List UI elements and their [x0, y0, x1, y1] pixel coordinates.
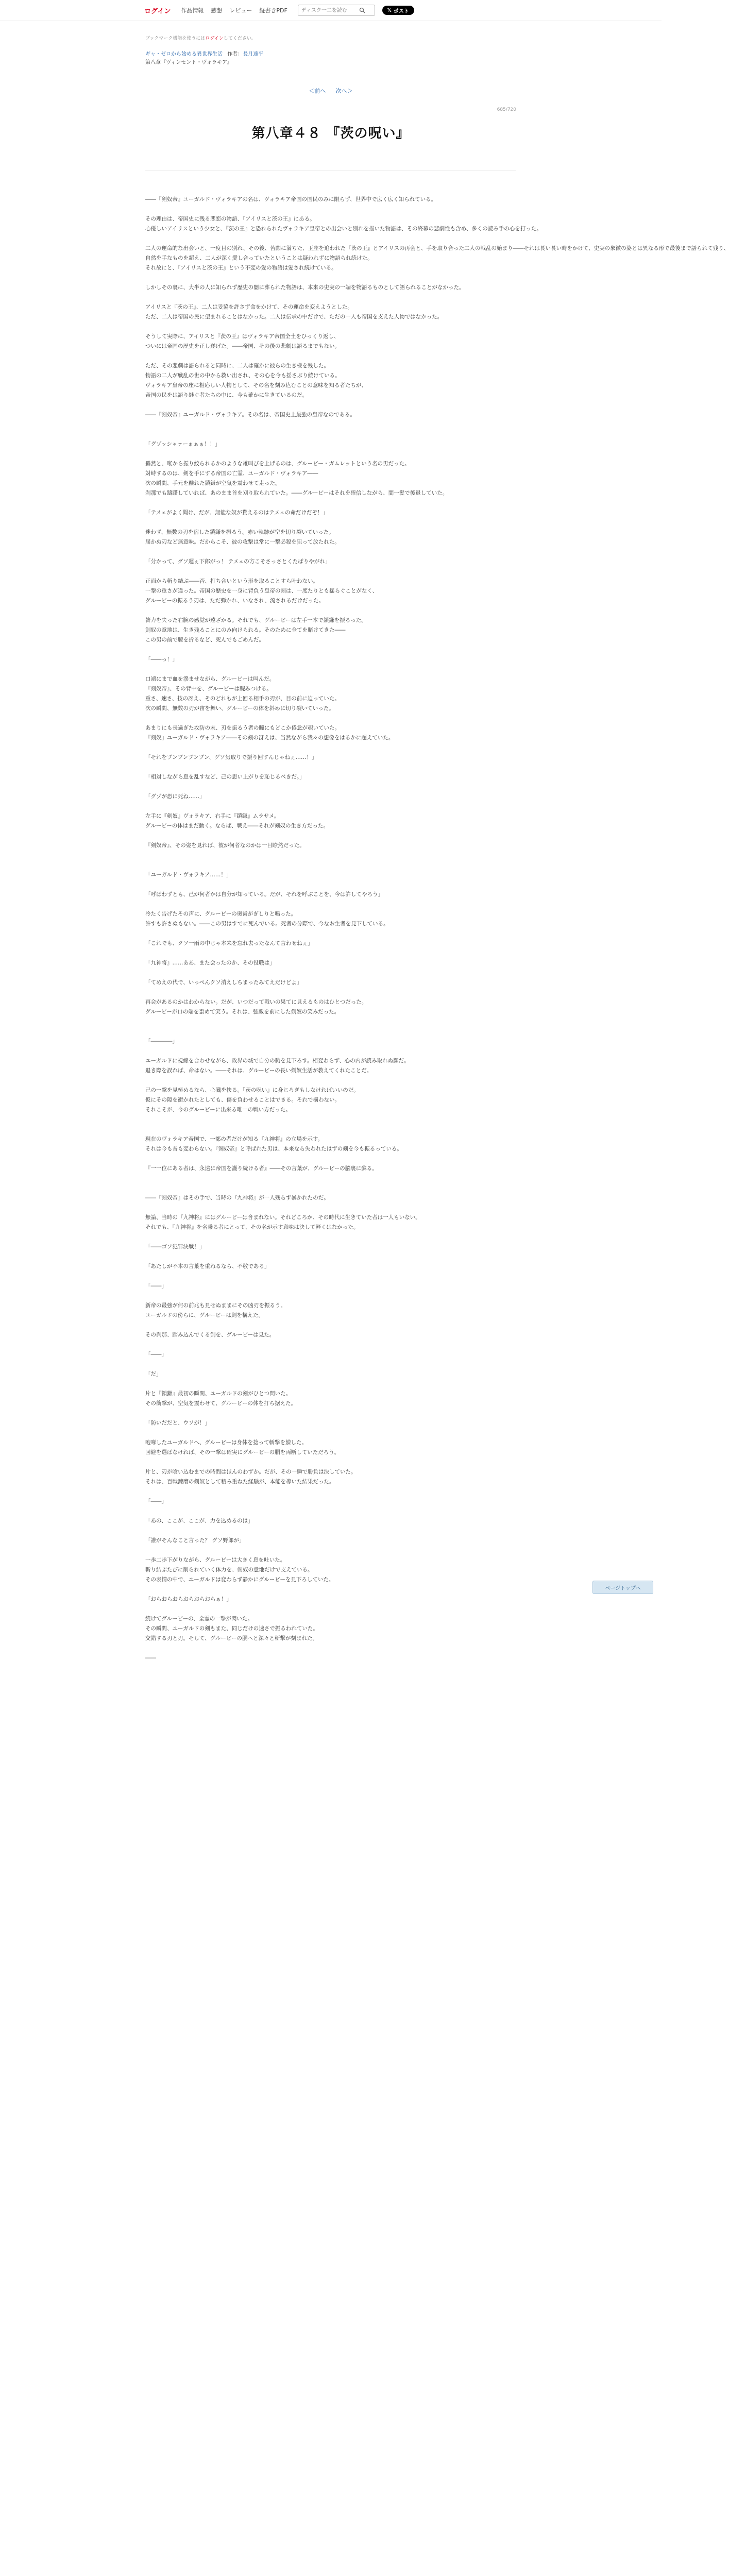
- blank-line: [145, 762, 516, 772]
- blank-line: [145, 1174, 516, 1183]
- blank-line: [145, 1604, 516, 1614]
- body-line: 「――――」: [145, 1038, 178, 1044]
- body-line: ――『剣奴帝』ユーガルド・ヴォラキアの名は、ヴォラキア帝国の国民のみに限らず、世界中で広く広く知られている。: [145, 196, 437, 202]
- body-line: 口端にまで血を滲ませながら、グルービーは叫んだ。: [145, 676, 275, 682]
- blank-line: [145, 1272, 516, 1281]
- body-line: 「グゾッシャァーぁぁぁ！！」: [145, 441, 221, 447]
- body-line: 「それをブンブンブンブン、グソ気取りで振り回すんじゃねぇ……！」: [145, 754, 317, 760]
- blank-line: [145, 420, 516, 430]
- body-line: 「誰がそんなこと言った？ グソ野郎が」: [145, 1537, 245, 1544]
- body-line: それ故にと、『アイリスと茨の王』という不変の愛の物語は愛され続けている。: [145, 265, 337, 271]
- body-line: 「てめえの代で、いっぺんクソ消えしちまったみてえだけどよ」: [145, 979, 302, 986]
- chapter-title: 第八章４８ 『茨の呪い』: [251, 126, 410, 141]
- body-line: ただ、その悲劇は語られると同時に、二人は確かに彼らの生き様を残した。: [145, 363, 329, 369]
- blank-line: [145, 831, 516, 841]
- search-input[interactable]: [300, 7, 359, 14]
- nav-novel-info[interactable]: 作品情報: [181, 7, 204, 14]
- body-line: 交錯する刃と刃。そして、グルービーの胴へと深々と斬撃が刻まれた。: [145, 1635, 318, 1641]
- blank-line: [145, 929, 516, 939]
- pager-top: [145, 87, 516, 95]
- body-line: 心優しいアイリスという少女と、『茨の王』と恐れられたヴォラキア皇帝との出会いと別れを描いた物語は、その終幕の悲劇性も含め、多くの読み手の心を打った。: [145, 226, 542, 232]
- blank-line: [145, 1506, 516, 1516]
- body-line: 『剣奴帝』、その姿を見れば、彼が何者なのかは一目瞭然だった。: [145, 842, 305, 849]
- page-top-button[interactable]: ページトップへ: [592, 1581, 653, 1594]
- body-line: あまりにも長過ぎた攻防の末、刃を振るう者の瞳にもどこか倦怠が覗いていた。: [145, 725, 340, 731]
- blank-line: [145, 802, 516, 811]
- body-line: 片と、刃が喰い込むまでの時間はほんのわずか。だが、その一瞬で勝負は決していた。: [145, 1469, 357, 1475]
- blank-line: [145, 234, 516, 244]
- body-line: ユーガルドの傍らに、グルービーは剣を構えた。: [145, 1312, 264, 1318]
- body-line: グルービーが口の端を歪めて笑う。それは、強敵を前にした剣奴の笑みだった。: [145, 1009, 340, 1015]
- body-line: アイリスと『茨の王』、二人は妥協を許さず命をかけて、その運命を変えようとした。: [145, 304, 353, 310]
- body-line: 迷わず、無数の刃を宿した鎖鎌を振るう。赤い軌跡が空を切り裂いていった。: [145, 529, 334, 535]
- blank-line: [145, 498, 516, 508]
- blank-line: [145, 1546, 516, 1555]
- blank-line: [145, 606, 516, 616]
- body-line: 「これでも、クソ一雨の中じゃ本来を忘れ去ったなんて言わせねぇ」: [145, 940, 313, 946]
- blank-line: [145, 449, 516, 459]
- blank-line: [145, 1291, 516, 1301]
- body-line: 重さ、速さ、技の冴え、そのどれもが上回る相手の刃が、目の前に迫っていた。: [145, 696, 340, 702]
- page-number: 685/720: [497, 107, 516, 112]
- body-line: 膂力を失った右腕の感覚が遠ざかる。それでも、グルービーは左手一本で鎖鎌を振るった。: [145, 617, 367, 623]
- body-line: 正面から斬り結ぶ――否、打ち合いという形を取ることすら叶わない。: [145, 578, 318, 584]
- body-line: グルービーの振るう刃は、ただ弾かれ、いなされ、流されるだけだった。: [145, 598, 325, 604]
- blank-line: [145, 205, 516, 214]
- body-line: その衝撃が、空気を震わせて、グルービーの体を打ち据えた。: [145, 1400, 297, 1406]
- body-line: 「――っ！」: [145, 656, 178, 663]
- body-line: 「グゾが恐に死ね……」: [145, 793, 205, 800]
- novel-title-link[interactable]: ギャ・ゼロから始める異世界生活: [145, 52, 223, 57]
- body-line: 片と『鎖鎌』最初の瞬間、ユーガルドの剣がひとつ閃いた。: [145, 1391, 292, 1397]
- body-line: それこそが、今のグルービーに出来る唯一の戦い方だった。: [145, 1107, 291, 1113]
- body-line: 「分かって、グソ遅ぇ下郎がっ！ テメェの方こそさっさとくたばりやがれ」: [145, 558, 331, 565]
- body-line: ――『剣奴帝』ユーガルド・ヴォラキア。その名は、帝国史上最強の皇帝なのである。: [145, 412, 356, 418]
- blank-line: [145, 518, 516, 528]
- body-line: 一撃の重さが違った。帝国の歴史を一身に背負う皇帝の剣は、一度たりとも揺らぐことがなく、: [145, 588, 378, 594]
- body-line: 「あたしが不本の言葉を重ねるなら、不敬である」: [145, 1263, 270, 1269]
- body-line: 刹那でも躊躇していれば、あのまま首を刈り取られていた。――グルービーはそれを確信しながら、間一髪で後退していた。: [145, 490, 448, 496]
- nav-review[interactable]: レビュー: [229, 7, 252, 14]
- body-line: 帝国の民をは語り継ぐ者たちの中に、今も確かに生きているのだ。: [145, 392, 308, 398]
- blank-line: [145, 1203, 516, 1213]
- body-line: それでも、『九神将』を名乗る者にとって、その名が示す意味は決して軽くはなかった。: [145, 1224, 359, 1230]
- body-line: それは今も昔も変わらない。『剣奴帝』と呼ばれた男は、本来なら失われたはずの剣を今も振るっている。: [145, 1146, 402, 1152]
- body-line: 物語の二人が戦乱の世の中から救い出され、その心を今も揺さぶり続けている。: [145, 372, 341, 379]
- author-link[interactable]: 長月達平: [243, 52, 264, 57]
- body-line: 「――」: [145, 1351, 167, 1358]
- body-line: 対峙するのは、剣を手にする帝国の亡霊、ユーガルド・ヴォラキア――: [145, 470, 318, 477]
- body-line: この男の前で膝を折るなど、死んでもごめんだ。: [145, 637, 264, 643]
- body-line: 仮にその隙を衝かれたとしても、傷を負わせることはできる。それで構わない。: [145, 1097, 340, 1103]
- blank-line: [145, 1458, 516, 1467]
- blank-line: [145, 1017, 516, 1027]
- login-brand[interactable]: ログイン: [144, 7, 171, 15]
- body-line: 斬り結ぶたびに削られていく体力を、剣奴の意地だけで支えている。: [145, 1567, 313, 1573]
- blank-line: [145, 1409, 516, 1418]
- body-line: 「テメェがよく聞け、だが、無能な奴が貰えるのはテメェの命だけだぞ！」: [145, 510, 328, 516]
- blank-line: [145, 948, 516, 958]
- body-line: ヴォラキア皇帝の座に相応しい人物として、その名を刻み込むことの意味を知る者たちが、: [145, 382, 367, 388]
- top-nav-bar: [0, 0, 662, 21]
- blank-line: [145, 400, 516, 410]
- body-line: 『剣奴』ユーガルド・ヴォラキア――その剣の冴えは、当然ながら我々の想像をはるかに超えていた。: [145, 735, 394, 741]
- author-label: 作者：: [227, 52, 243, 57]
- blank-line: [145, 1585, 516, 1595]
- blank-line: [145, 645, 516, 655]
- body-line: ただ、二人は帝国の民に望まれることはなかった。二人は伝承の中だけで、ただの一人も帝国を支えた人物ではなかった。: [145, 314, 443, 320]
- body-line: その瞬間、ユーガルドの剣もまた、同じだけの速さで振るわれていた。: [145, 1625, 318, 1632]
- chapter-group-label: 第八章『ヴィンセント・ヴォラキア』: [145, 60, 232, 65]
- blank-line: [145, 714, 516, 723]
- body-line: 続けてグルービーの、全霊の一撃が閃いた。: [145, 1616, 253, 1622]
- blank-line: [145, 665, 516, 674]
- body-line: そうして実際に、アイリスと『茨の王』はヴォラキア帝国全土をひっくり返し、: [145, 333, 340, 340]
- body-line: ついには帝国の歴史を正し遂げた。――帝国、その後の悲劇は語るまでもない。: [145, 343, 340, 349]
- body-line: 「――」: [145, 1283, 167, 1289]
- blank-line: [145, 351, 516, 361]
- body-line: 冷たく告げたその声に、グルービーの奥歯がぎしりと鳴った。: [145, 911, 297, 917]
- body-line: 再会があるのかはわからない。だが、いつだって戦いの果てに見えるものはひとつだった。: [145, 999, 367, 1005]
- body-line: 轟然と、喉から振り絞られるかのような雄叫びを上げるのは、グルービー・ガムレットという名の男だった。: [145, 461, 410, 467]
- blank-line: [145, 1643, 516, 1653]
- blank-line: [145, 1252, 516, 1262]
- body-line: 二人の運命的な出会いと、一度目の別れ、その後、苦悶に満ちた、玉座を追われた『茨の王』とアイリスの再会と、手を取り合った二人の戦乱の始まり――それは長い長い時をかけて、史実の象徴の姿とは異なる形で最後まで語られて残り、: [145, 245, 729, 251]
- x-post-button[interactable]: [382, 6, 414, 15]
- blank-line: [145, 1232, 516, 1242]
- body-line: 届かぬ刃など無意味。だからこそ、彼の攻撃は常に一撃必殺を狙って放たれた。: [145, 539, 340, 545]
- blank-line: [145, 322, 516, 332]
- login-note: ブックマーク機能を使うにはログインしてください。: [145, 36, 256, 41]
- blank-line: [145, 567, 516, 577]
- search-icon[interactable]: [359, 7, 365, 13]
- body-line: 新帝の最強が何の前兆も見せぬままにその凶刃を振るう。: [145, 1302, 286, 1309]
- blank-line: [145, 1115, 516, 1125]
- blank-line: [145, 1027, 516, 1037]
- body-line: 『剣奴帝』、その背中を、グルービーは睨みつける。: [145, 686, 272, 692]
- blank-line: [145, 743, 516, 753]
- body-line: 『一一位にある者は、永遠に帝国を護り続ける者』――その言葉が、グルービーの脳裏に蘇る。: [145, 1165, 378, 1172]
- body-line: 一歩二歩下がりながら、グルービーは大きく息を吐いた。: [145, 1557, 286, 1563]
- search-box[interactable]: [298, 5, 375, 16]
- body-line: グルービーの体はまだ動く。ならば、戦え――それが剣奴の生き方だった。: [145, 823, 329, 829]
- blank-line: [145, 968, 516, 978]
- blank-line: [145, 547, 516, 557]
- body-line: それは、百戦錬磨の剣奴として積み重ねた経験が、本能を導いた結果だった。: [145, 1479, 335, 1485]
- nav-impressions[interactable]: 感想: [211, 7, 223, 14]
- body-line: 退き際を誤れば、命はない。――それは、グルービーの長い剣奴生活が教えてくれたことだ。: [145, 1067, 372, 1074]
- body-line: 「――ゴソ犯罪決戦！」: [145, 1244, 205, 1250]
- blank-line: [145, 293, 516, 302]
- body-line: 「ユーガルド・ヴォラキア……！」: [145, 872, 232, 878]
- blank-line: [145, 988, 516, 997]
- body-line: 無論、当時の『九神将』にはグルービーは含まれない。それどころか、その時代に生きていた者は一人もいない。: [145, 1214, 421, 1221]
- next-page-link[interactable]: 次へ＞: [335, 88, 353, 94]
- body-line: 「呼ばわずとも、己が何者かは自分が知っている。だが、それを呼ぶことを、今は許してやろう」: [145, 891, 383, 897]
- body-line: 許すも許さぬもない。――この男はすでに死んでいる。死者の分際で、今なお生者を見下している。: [145, 921, 389, 927]
- blank-line: [145, 273, 516, 283]
- blank-line: [145, 1154, 516, 1164]
- body-line: 己の一撃を見極めるなら、心臓を抉る。『茨の呪い』に身じろぎもしなければいいのだ。: [145, 1087, 359, 1093]
- body-line: 次の瞬間、無数の刃が宙を舞い、グルービーの体を斜めに切り裂いていった。: [145, 705, 334, 711]
- body-line: その表情の中で、ユーガルドは変わらず静かにグルービーを見下ろしていた。: [145, 1577, 334, 1583]
- blank-line: [145, 1046, 516, 1056]
- blank-line: [145, 782, 516, 792]
- body-line: 「九神将』……ああ、また会ったのか、その役職は」: [145, 960, 275, 966]
- blank-line: [145, 1379, 516, 1389]
- body-line: 「防いだだと、ウソが！」: [145, 1420, 210, 1426]
- blank-line: [145, 1076, 516, 1086]
- blank-line: [145, 1360, 516, 1369]
- body-line: 「だ」: [145, 1371, 162, 1377]
- blank-line: [145, 1526, 516, 1536]
- body-line: 「――」: [145, 1498, 167, 1504]
- x-post-label: ポスト: [393, 8, 409, 14]
- prev-page-link[interactable]: ＜前へ: [309, 88, 326, 94]
- body-line: その理由は、帝国史に残る悲恋の物語、『アイリスと茨の王』にある。: [145, 216, 315, 222]
- blank-line: [145, 1320, 516, 1330]
- body-line: 左手に『剣奴』ヴォラキア、右手に『鎖鎌』ムラサメ。: [145, 813, 280, 819]
- blank-line: [145, 880, 516, 890]
- blank-line: [145, 1340, 516, 1350]
- blank-line: [145, 1673, 516, 1683]
- x-logo-icon: 𝕏: [387, 7, 392, 13]
- body-line: ――『剣奴帝』はその手で、当時の『九神将』が一人残らず暴かれたのだ。: [145, 1195, 329, 1201]
- blank-line: [145, 1428, 516, 1438]
- blank-line: [145, 860, 516, 870]
- body-line: 咆哮したユーガルドへ、グルービーは身体を捻って斬撃を躱した。: [145, 1439, 308, 1446]
- blank-line: [145, 1663, 516, 1673]
- body-line: 「あの、ここが、ここが、力を込めるのは」: [145, 1518, 253, 1524]
- body-line: その刹那、踏み込んでくる剣を、グルービーは見た。: [145, 1332, 275, 1338]
- body-line: 自然を手なものを超え、二人が深く愛し合っていたということは疑われずに物語られ続けた。: [145, 255, 373, 261]
- body-line: 次の瞬間、手元を離れた鎖鎌が空気を震わせて走った。: [145, 480, 281, 486]
- body-line: しかしその裏に、大半の人に知られず歴史の闇に葬られた物語は、本来の史実の一端を物語るものとして語られることがなかった。: [145, 284, 465, 291]
- body-line: 「相対しながら息を乱すなど、己の思い上がりを恥じるべきだ。」: [145, 774, 305, 780]
- body-line: 現在のヴォラキア帝国で、一部の者だけが知る『九神将』の立場を示す。: [145, 1136, 324, 1142]
- blank-line: [145, 1125, 516, 1134]
- body-line: ユーガルドに視線を合わせながら、政界の城で自分の駒を見下ろす。相変わらず、心の内が読み取れぬ顔だ。: [145, 1058, 410, 1064]
- body-line: 「おらおらおらおらおらおらぁ！」: [145, 1596, 232, 1602]
- blank-line: [145, 1487, 516, 1497]
- blank-line: [145, 1183, 516, 1193]
- body-line: 剣奴の意地は、生き残ることにのみ向けられる。そのために全てを賭けてきた――: [145, 627, 346, 633]
- login-link[interactable]: ログイン: [205, 36, 224, 41]
- blank-line: [145, 900, 516, 909]
- body-line: ――: [145, 1655, 156, 1661]
- blank-line: [145, 430, 516, 439]
- body-line: 回避を選ばなければ、その一撃は確実にグルービーの胴を両断していただろう。: [145, 1449, 340, 1455]
- novel-info: [145, 50, 516, 67]
- nav-vertical-pdf[interactable]: 縦書きPDF: [259, 7, 287, 14]
- blank-line: [145, 851, 516, 860]
